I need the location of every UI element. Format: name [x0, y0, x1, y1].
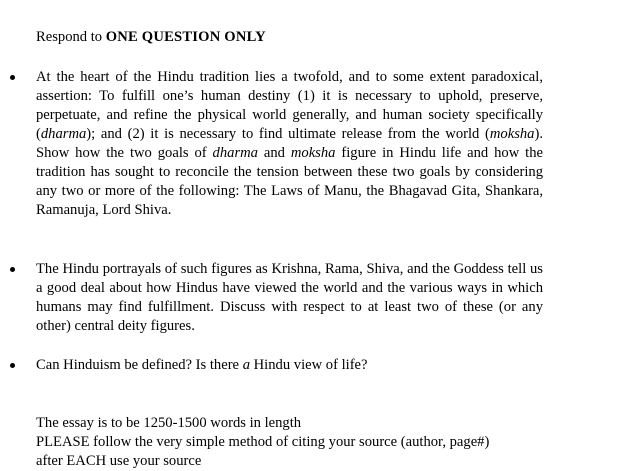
bullet-icon [10, 356, 18, 364]
essay-requirements [36, 414, 489, 471]
question-1-text-e: figure in Hindu life and how the tradition has sought to reconcile the tension between these two goals by considering any two or more of the following: The Laws of Manu, the Bhagavad Gita, Shankara, Ramanuja, Lord Shiva. [36, 145, 543, 218]
question-3-emphasis: a [242, 357, 250, 373]
question-3 [36, 356, 543, 375]
instruction-emphasis: ONE QUESTION ONLY [105, 29, 266, 45]
question-1-term-moksha-2: moksha [290, 145, 336, 161]
question-1-text-a: At the heart of the Hindu tradition lies a twofold, and to some extent paradoxical, assertion: To fulfill one’s human destiny (1) it is necessary to uphold, preserve, perpetuate, and refine the physical world generally, and human society specifically ( [36, 69, 543, 142]
question-1-text-b: ); and (2) it is necessary to find ultimate release from the world ( [86, 126, 490, 142]
question-1-term-dharma: dharma [40, 126, 87, 142]
citation-requirement-cont: after EACH use your source [36, 453, 202, 469]
question-1-text-d: and [257, 145, 291, 161]
question-1-term-dharma-2: dharma [212, 145, 258, 161]
question-1-term-moksha: moksha [489, 126, 535, 142]
question-1 [36, 68, 543, 220]
question-3-text-b: Hindu view of life? [249, 357, 368, 373]
instruction-prefix: Respond to [36, 29, 106, 45]
question-3-text-a: Can Hinduism be defined? Is there [36, 357, 243, 373]
bullet-icon [10, 260, 18, 268]
question-2: The Hindu portrayals of such figures as Krishna, Rama, Shiva, and the Goddess tell us a good deal about how Hindus have viewed the world and the various ways in which humans may find fulfillment. Discuss with respect to at least two of these (or any other) central deity figures. [36, 261, 543, 334]
citation-requirement: PLEASE follow the very simple method of citing your source (author, page#) [36, 434, 490, 450]
bullet-icon [10, 68, 18, 76]
length-requirement: The essay is to be 1250-1500 words in length [36, 415, 302, 431]
question-1-text-c: ). Show how the two goals of [36, 126, 543, 161]
instruction-line [36, 28, 266, 47]
